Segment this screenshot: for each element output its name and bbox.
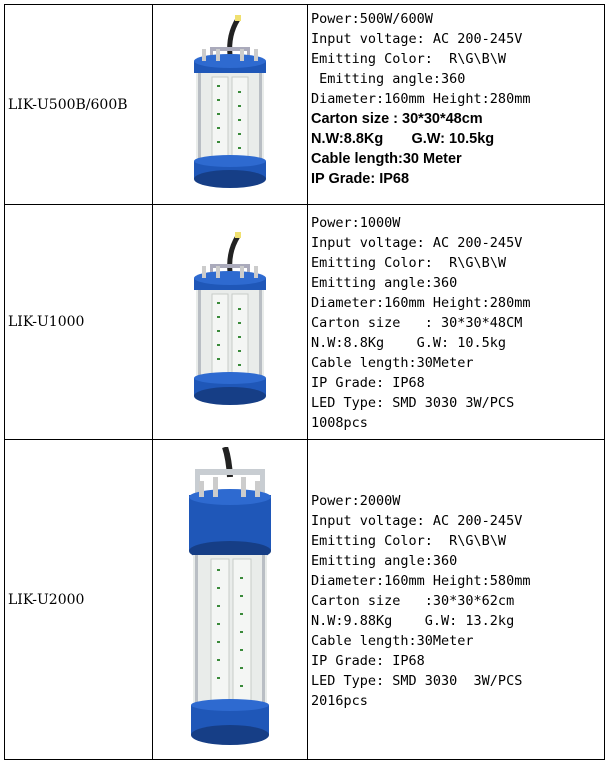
model-name: LIK-U1000 [5, 205, 153, 440]
underwater-lamp-image [180, 232, 280, 412]
spec-line: Emitting Color: R\G\B\W [311, 51, 507, 67]
spec-line: Input voltage: AC 200-245V [311, 235, 523, 251]
underwater-lamp-image [175, 447, 285, 752]
spec-line: IP Grade: IP68 [311, 171, 410, 187]
product-row [5, 440, 605, 760]
spec-line: 2016pcs [311, 692, 368, 709]
spec-line: Cable length:30Meter [311, 632, 474, 649]
spec-line: 1008pcs [311, 415, 368, 431]
spec-line: Carton size : 30*30*48cm [311, 111, 483, 127]
spec-line: Power:1000W [311, 215, 401, 231]
spec-line: Emitting angle:360 [311, 71, 466, 87]
spec-line: IP Grade: IP68 [311, 375, 425, 391]
lamp-photo-cell [153, 440, 308, 760]
spec-line: Carton size : 30*30*48CM [311, 315, 523, 331]
spec-line: Emitting angle:360 [311, 552, 458, 569]
spec-line: Power:500W/600W [311, 11, 433, 27]
spec-line: Cable length:30 Meter [311, 151, 462, 167]
spec-list [308, 440, 605, 760]
lamp-photo-cell [153, 5, 308, 205]
spec-line: N.W:8.8Kg G.W: 10.5kg [311, 131, 495, 147]
product-spec-table [4, 4, 605, 760]
spec-line: IP Grade: IP68 [311, 652, 425, 669]
model-name: LIK-U500B/600B [5, 5, 153, 205]
spec-line: Emitting Color: R\G\B\W [311, 532, 507, 549]
spec-line: LED Type: SMD 3030 3W/PCS [311, 672, 523, 689]
spec-line: Diameter:160mm Height:580mm [311, 572, 531, 589]
spec-line: Cable length:30Meter [311, 355, 474, 371]
spec-line: Input voltage: AC 200-245V [311, 512, 523, 529]
spec-line: Carton size :30*30*62cm [311, 592, 515, 609]
spec-line: Power:2000W [311, 492, 401, 509]
spec-line: Input voltage: AC 200-245V [311, 31, 523, 47]
spec-line: Diameter:160mm Height:280mm [311, 91, 531, 107]
spec-list [308, 205, 605, 440]
model-name: LIK-U2000 [5, 440, 153, 760]
spec-list [308, 5, 605, 205]
spec-line: Emitting Color: R\G\B\W [311, 255, 507, 271]
spec-line: Emitting angle:360 [311, 275, 458, 291]
underwater-lamp-image [180, 15, 280, 195]
spec-line: N.W:8.8Kg G.W: 10.5kg [311, 335, 507, 351]
product-row [5, 205, 605, 440]
spec-line: N.W:9.88Kg G.W: 13.2kg [311, 612, 515, 629]
product-row [5, 5, 605, 205]
lamp-photo-cell [153, 205, 308, 440]
spec-line: Diameter:160mm Height:280mm [311, 295, 531, 311]
spec-line: LED Type: SMD 3030 3W/PCS [311, 395, 515, 411]
